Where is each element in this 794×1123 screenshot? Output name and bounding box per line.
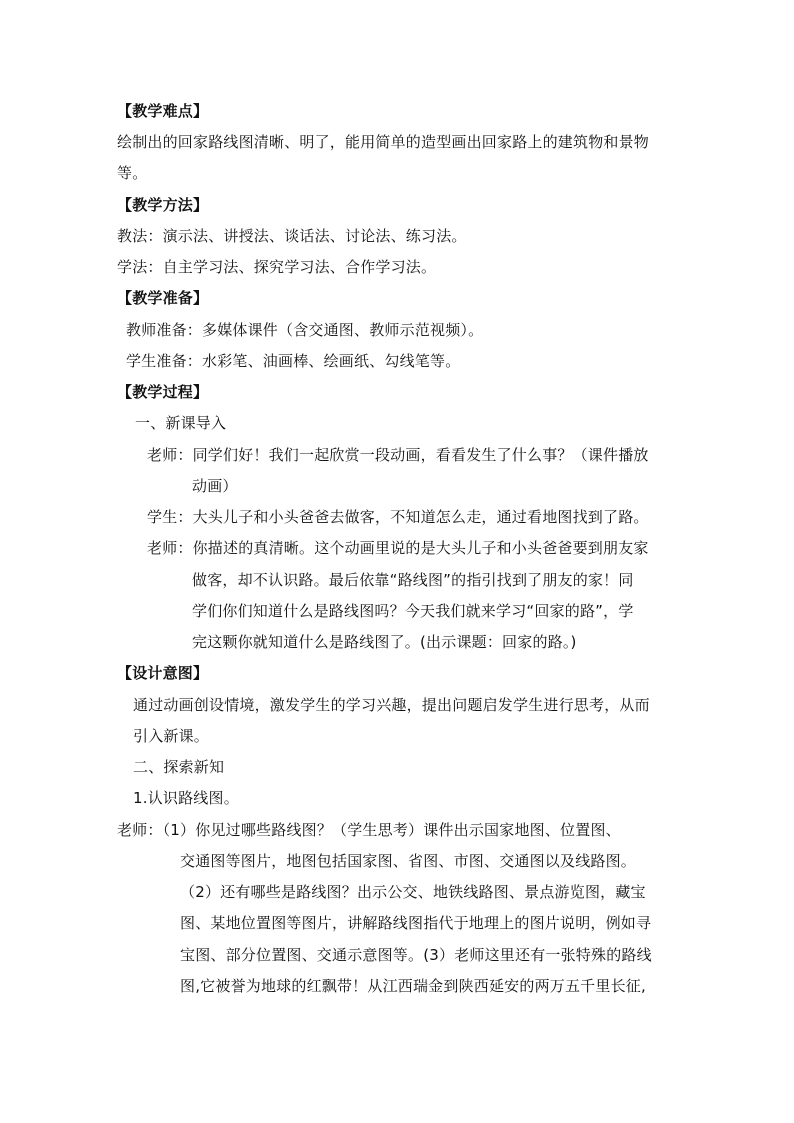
process-heading: 【教学过程】 — [117, 383, 209, 401]
method-learn-line: 学法：自主学习法、探究学习法、合作学习法。 — [117, 258, 437, 276]
teacher-2-line-a: 老师：你描述的真清晰。这个动画里说的是大头儿子和小头爸爸要到朋友家 — [147, 539, 649, 557]
subsection-1-title: 1.认识路线图。 — [133, 789, 239, 807]
teacher-3-line-a: 老师：（1）你见过哪些路线图？（学生思考）课件出示国家地图、位置图、 — [117, 821, 621, 839]
section-1-title: 一、新课导入 — [135, 414, 227, 432]
student-1-line: 学生：大头儿子和小头爸爸去做客，不知道怎么走，通过看地图找到了路。 — [147, 508, 649, 526]
teacher-2-line-d: 完这颗你就知道什么是路线图了。(出示课题：回家的路。) — [192, 633, 577, 651]
teacher-1-line-a: 老师：同学们好！我们一起欣赏一段动画，看看发生了什么事？（课件播放 — [147, 446, 649, 464]
section-2-title: 二、探索新知 — [133, 758, 225, 776]
design-heading: 【设计意图】 — [117, 664, 209, 682]
teacher-3-line-e: 宝图、部分位置图、交通示意图等。(3）老师这里还有一张特殊的路线 — [180, 946, 652, 964]
method-heading: 【教学方法】 — [117, 196, 209, 214]
method-teach-line: 教法：演示法、讲授法、谈话法、讨论法、练习法。 — [117, 227, 467, 245]
teacher-3-line-f: 图,它被誉为地球的红飘带！从江西瑞金到陕西延安的两万五千里长征, — [180, 977, 646, 995]
difficulty-heading: 【教学难点】 — [117, 102, 209, 120]
teacher-2-line-b: 做客，却不认识路。最后依靠“路线图”的指引找到了朋友的家！同 — [192, 571, 634, 589]
teacher-3-line-c: （2）还有哪些是路线图？出示公交、地铁线路图、景点游览图，藏宝 — [180, 883, 646, 901]
teacher-2-line-c: 学们你们知道什么是路线图吗？今天我们就来学习“回家的路”，学 — [192, 602, 634, 620]
teacher-1-line-b: 动画） — [192, 477, 238, 495]
prep-student-line: 学生准备：水彩笔、油画棒、绘画纸、勾线笔等。 — [126, 352, 461, 370]
prep-teacher-line: 教师准备：多媒体课件（含交通图、教师示范视频）。 — [126, 321, 484, 339]
design-text-line-2: 引入新课。 — [133, 727, 210, 745]
difficulty-text-line-2: 等。 — [117, 164, 148, 182]
prep-heading: 【教学准备】 — [117, 289, 209, 307]
difficulty-text-line-1: 绘制出的回家路线图清晰、明了，能用简单的造型画出回家路上的建筑物和景物 — [117, 133, 650, 151]
design-text-line-1: 通过动画创设情境，激发学生的学习兴趣，提出问题启发学生进行思考，从而 — [133, 696, 650, 714]
teacher-3-line-b: 交通图等图片，地图包括国家图、省图、市图、交通图以及线路图。 — [180, 852, 637, 870]
teacher-3-line-d: 图、某地位置图等图片，讲解路线图指代于地理上的图片说明，例如寻 — [180, 914, 652, 932]
